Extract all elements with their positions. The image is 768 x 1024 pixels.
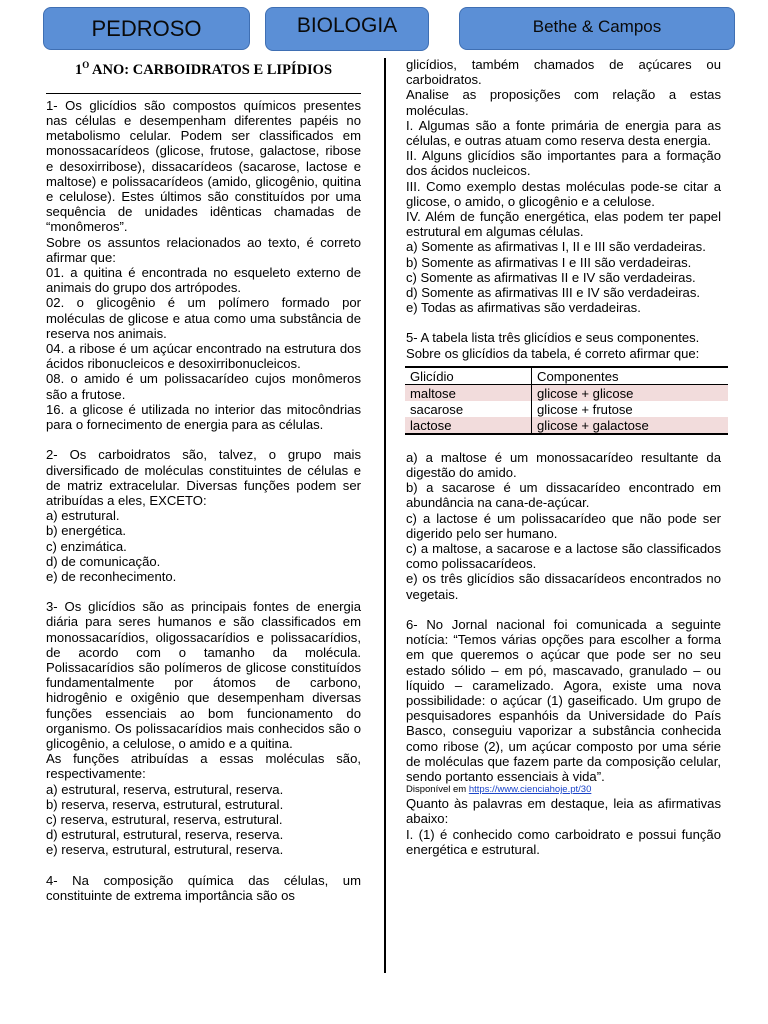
header-subject-label: BIOLOGIA [296,14,398,37]
table-row [405,401,728,417]
q4-option: a) Somente as afirmativas I, II e III são verdadeiras. [406,239,706,255]
q4-option: e) Todas as afirmativas são verdadeiras. [406,300,641,316]
table-header-cell: Glicídio [405,367,532,385]
q5-option: c) a maltose, a sacarose e a lactose são classificados como polissacarídeos. [406,541,721,572]
q4-proposition: I. Algumas são a fonte primária de energia para as células, e outras atuam como reserva desta energia. [406,117,721,149]
q1-prompt: Sobre os assuntos relacionados ao texto, é correto afirmar que: [46,234,361,265]
spacer [406,435,721,450]
title-ordinal-sup: O [82,60,90,70]
q2-statement: 2- Os carboidratos são, talvez, o grupo mais diversificado de moléculas constituintes de células e de matriz extracelular. Diversas funções podem ser atribuídas a eles, EXCETO: [46,447,361,508]
q1-item: 16. a glicose é utilizada no interior das mitocôndrias para o fornecimento de energia para as células. [46,401,361,433]
left-column [46,57,361,903]
q3-option: c) reserva, estrutural, reserva, estrutural. [46,811,283,827]
header-subject-box [265,7,429,51]
title-text: ANO: CARBOIDRATOS E LIPÍDIOS [89,61,333,78]
header-publisher-box [459,7,735,50]
table-header-cell: Componentes [532,367,729,385]
table-cell: glicose + galactose [532,417,729,434]
q5-statement: 5- A tabela lista três glicídios e seus componentes. [406,330,700,346]
q3-prompt: As funções atribuídas a essas moléculas são, respectivamente: [46,751,361,782]
spacer [46,858,361,873]
spacer [46,584,361,599]
q3-option: d) estrutural, estrutural, reserva, reserva. [46,827,284,843]
q5-prompt: Sobre os glicídios da tabela, é correto afirmar que: [406,345,700,361]
q6-affirmative: I. (1) é conhecido como carboidrato e possui função energética e estrutural. [406,826,721,857]
spacer [406,315,721,330]
q4-proposition: III. Como exemplo destas moléculas pode-se citar a glicose, o amido, o glicogênio e a celulose. [406,178,721,209]
q5-option: b) a sacarose é um dissacarídeo encontrado em abundância na cana-de-açúcar. [406,480,721,511]
spacer [46,432,361,447]
q3-option: e) reserva, estrutural, estrutural, reserva. [46,842,284,858]
q1-item: 01. a quitina é encontrada no esqueleto externo de animais do grupo dos artrópodes. [46,265,361,296]
q5-option: e) os três glicídios são dissacarídeos encontrados no vegetais. [406,571,721,602]
header-school-box [43,7,250,50]
table-cell: lactose [405,417,532,434]
header-school-label: PEDROSO [91,15,202,41]
q3-option: b) reserva, reserva, estrutural, estrutural. [46,796,284,812]
q1-item: 04. a ribose é um açúcar encontrado na estrutura dos ácidos ribonucleicos e desoxirribonucleicos. [46,341,361,372]
column-divider [384,58,386,973]
table-cell: maltose [405,384,532,401]
q6-source-link[interactable]: https://www.cienciahoje.pt/30 [468,784,592,796]
q4-prompt: Analise as proposições com relação a estas moléculas. [406,87,721,118]
title-underline [46,79,361,94]
q1-item: 08. o amido é um polissacarídeo cujos monômeros são a frutose. [46,371,361,402]
page-title [46,57,361,79]
q4-option: d) Somente as afirmativas III e IV são verdadeiras. [406,285,701,301]
q2-option: c) enzimática. [46,538,127,554]
q4-statement-start: 4- Na composição química das células, um constituinte de extrema importância são os [46,872,361,903]
q4-option: c) Somente as afirmativas II e IV são verdadeiras. [406,269,696,285]
q6-source-label: Disponível em [406,784,469,796]
table-row [405,417,728,434]
q4-proposition: IV. Além de função energética, elas podem ter papel estrutural em algumas células. [406,209,721,240]
right-column [406,57,721,857]
title-ordinal: 1 [74,61,83,78]
q3-option: a) estrutural, reserva, estrutural, reserva. [46,781,284,797]
table-cell: glicose + frutose [537,401,633,417]
spacer [406,602,721,617]
q2-option: d) de comunicação. [46,553,161,569]
q2-option: b) energética. [46,523,127,539]
q1-item: 02. o glicogênio é um polímero formado por moléculas de glicose e atua como uma substância de reserva nos animais. [46,295,361,341]
q4-option: b) Somente as afirmativas I e III são verdadeiras. [406,254,692,270]
table-row [405,384,728,401]
header-publisher-label: Bethe & Campos [532,16,662,36]
q5-option: c) a lactose é um polissacarídeo que não pode ser digerido pelo ser humano. [406,510,721,541]
q6-source [406,784,721,796]
q2-option: a) estrutural. [46,508,120,524]
q4-proposition: II. Alguns glicídios são importantes para a formação dos ácidos nucleicos. [406,148,721,179]
q6-prompt: Quanto às palavras em destaque, leia as afirmativas abaixo: [406,796,721,827]
q6-statement: 6- No Jornal nacional foi comunicada a seguinte notícia: “Temos várias opções para escolher a forma em que queremos o açúcar que pode ser no seu estado sólido – em pó, mascavado, granulado – ou líquido – caramelizado. Agora, existe uma nova possibilidade: o açúcar (1) gaseificado. Um grupo de pesquisadores espanhóis da Universidade do País Basco, conseguiu vaporizar a substância conhecida como ribose (2), um açúcar composto por uma série de moléculas que fazem parte da composição celular, sendo portanto essenciais à vida”. [406,616,721,784]
q2-option: e) de reconhecimento. [46,568,177,584]
table-cell: sacarose [405,401,532,417]
q4-statement-cont: glicídios, também chamados de açúcares ou carboidratos. [406,57,721,88]
q5-option: a) a maltose é um monossacarídeo resultante da digestão do amido. [406,449,721,481]
table-cell: glicose + glicose [532,384,729,401]
q3-statement: 3- Os glicídios são as principais fontes de energia diária para seres humanos e são classificados em monossacarídios, oligossacarídios e polissacarídios, de acordo com o tamanho da molécula. Polissacarídios são polímeros de glicose constituídos fundamentalmente por átomos de carbono, hidrogênio e oxigênio que desempenham diversas funções essenciais ao bom funcionamento do organismo. Os polissacarídios mais conhecidos são o glicogênio, a celulose, o amido e a quitina. [46,599,361,751]
glicidios-table [405,366,728,435]
table-header-row [405,367,728,385]
q1-statement: 1- Os glicídios são compostos químicos presentes nas células e desempenham diferentes papéis no metabolismo celular. Podem ser classificados em monossacarídeos (glicose, frutose, galactose, ribose e desoxirribose), dissacarídeos (sacarose, lactose e maltose) e polissacarídeos (amido, glicogênio, quitina e celulose). Estes últimos são constituídos por uma sequência de unidades idênticas chamadas de “monômeros”. [46,97,361,235]
